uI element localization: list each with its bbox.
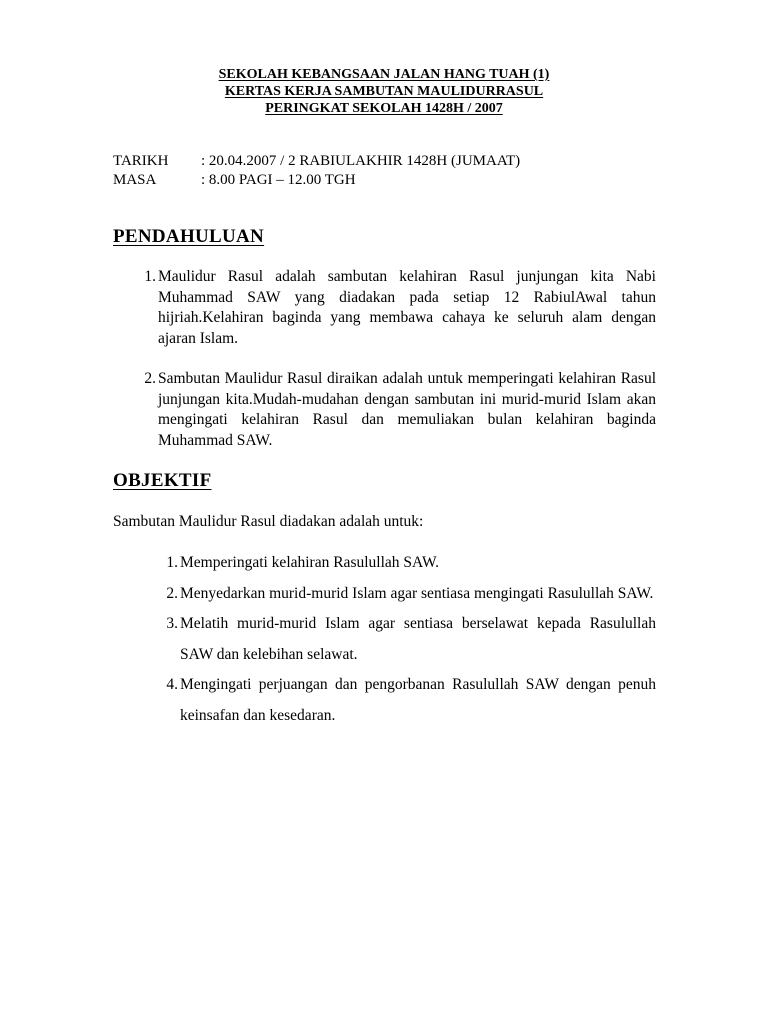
objektif-list (113, 548, 656, 731)
list-item-text: Melatih murid-murid Islam agar sentiasa berselawat kepada Rasulullah SAW dan kelebihan selawat. (180, 615, 656, 663)
list-item-text: Mengingati perjuangan dan pengorbanan Rasulullah SAW dengan penuh keinsafan dan kesedaran. (180, 676, 656, 724)
list-item-text: Menyedarkan murid-murid Islam agar sentiasa mengingati Rasulullah SAW. (180, 584, 654, 602)
paper-subtitle: PERINGKAT SEKOLAH 1428H / 2007 (265, 101, 503, 116)
list-item-number: 1. (166, 554, 178, 571)
list-item (113, 609, 656, 670)
objektif-intro: Sambutan Maulidur Rasul diadakan adalah untuk: (113, 513, 424, 530)
list-item-text: Sambutan Maulidur Rasul diraikan adalah untuk memperingati kelahiran Rasul junjungan kita.Mudah-mudahan dengan sambutan ini murid-murid Islam akan mengingati kelahiran Rasul dan memuliakan bulan kelahiran baginda Muhammad SAW. (158, 370, 656, 449)
date-label: TARIKH (113, 153, 169, 169)
list-item-number: 2. (144, 370, 156, 387)
list-item-text: Maulidur Rasul adalah sambutan kelahiran Rasul junjungan kita Nabi Muhammad SAW yang diadakan pada setiap 12 RabiulAwal tahun hijriah.Kelahiran baginda yang membawa cahaya ke seluruh alam dengan ajaran Islam. (158, 268, 656, 347)
list-item-number: 4. (166, 676, 178, 693)
list-item (113, 548, 656, 579)
time-label: MASA (113, 172, 157, 188)
list-item (113, 267, 656, 349)
pendahuluan-list (113, 267, 656, 471)
time-row (113, 171, 520, 190)
section-heading-pendahuluan: PENDAHULUAN (113, 226, 265, 247)
paper-title: KERTAS KERJA SAMBUTAN MAULIDURRASUL (224, 84, 544, 99)
list-item-number: 2. (166, 584, 178, 602)
date-row (113, 152, 520, 171)
list-item-text: Memperingati kelahiran Rasulullah SAW. (180, 554, 440, 571)
time-value: : 8.00 PAGI – 12.00 TGH (201, 172, 356, 188)
document-header (0, 66, 768, 117)
section-heading-objektif: OBJEKTIF (113, 470, 212, 491)
school-name: SEKOLAH KEBANGSAAN JALAN HANG TUAH (1) (218, 67, 550, 82)
date-value: : 20.04.2007 / 2 RABIULAKHIR 1428H (JUMAAT) (201, 153, 521, 169)
list-item-number: 3. (166, 615, 178, 632)
list-item (113, 670, 656, 731)
list-item (113, 369, 656, 451)
event-details (113, 152, 520, 190)
list-item (113, 579, 656, 610)
list-item-number: 1. (144, 268, 156, 285)
